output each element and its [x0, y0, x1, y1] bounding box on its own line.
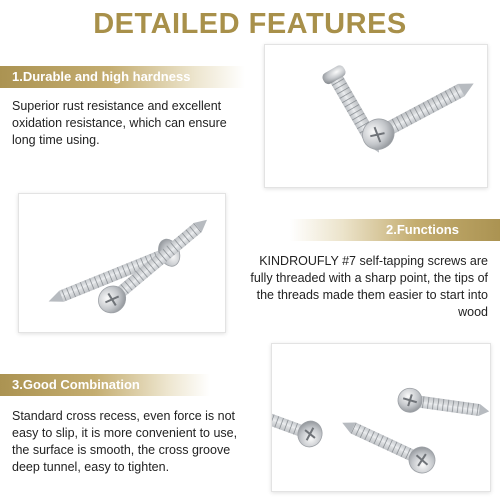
screw-bottom [337, 411, 440, 477]
feature-2-heading: 2.Functions [386, 222, 459, 237]
feature-3-banner [0, 374, 210, 396]
screw-front [357, 70, 481, 155]
crossed-screws-image [19, 194, 225, 332]
feature-3-description: Standard cross recess, even force is not easy to slip, it is more convenient to use, the surface is smooth, the cross groove deep tunnel, easy to tighten. [12, 409, 238, 474]
feature-1-heading: 1.Durable and high hardness [12, 69, 191, 84]
page-title: DETAILED FEATURES [93, 8, 407, 40]
feature-2-banner [290, 219, 500, 241]
feature-3-heading: 3.Good Combination [12, 377, 140, 392]
feature-2-description: KINDROUFLY #7 self-tapping screws are fully threaded with a sharp point, the tips of the threads made them easier to start into wood [250, 254, 488, 319]
feature-1-description: Superior rust resistance and excellent oxidation resistance, which can ensure long time using. [12, 99, 227, 147]
screw-top [396, 387, 490, 424]
two-screws-image [265, 45, 487, 187]
three-screws-photo [271, 343, 491, 492]
crossed-screws-photo [18, 193, 226, 333]
feature-1-banner [0, 66, 245, 88]
screw-diagonal [93, 210, 215, 319]
three-screws-image [272, 344, 490, 491]
screw-left [272, 400, 326, 450]
two-screws-photo [264, 44, 488, 188]
